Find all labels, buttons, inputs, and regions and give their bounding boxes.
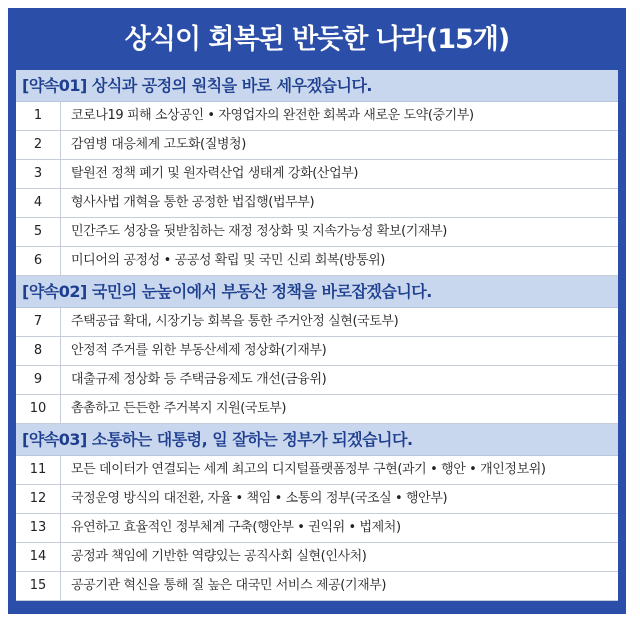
- row-text: 공공기관 혁신을 통해 질 높은 대국민 서비스 제공(기재부): [71, 578, 387, 593]
- section-heading: [약속03] 소통하는 대통령, 일 잘하는 정부가 되겠습니다.: [16, 424, 618, 456]
- section-heading: [약속02] 국민의 눈높이에서 부동산 정책을 바로잡겠습니다.: [16, 276, 618, 308]
- row-text: 주택공급 확대, 시장기능 회복을 통한 주거안정 실현(국토부): [71, 314, 399, 329]
- row-number: 10: [16, 395, 61, 423]
- row-number: 2: [16, 131, 61, 159]
- row-number: 8: [16, 337, 61, 365]
- section-heading: [약속01] 상식과 공정의 원칙을 바로 세우겠습니다.: [16, 70, 618, 102]
- row-number: 6: [16, 247, 61, 275]
- table-row: [16, 189, 618, 218]
- table-row: [16, 366, 618, 395]
- row-number: 11: [16, 456, 61, 484]
- row-number: 15: [16, 572, 61, 600]
- table-row: [16, 102, 618, 131]
- policy-table: [16, 70, 618, 601]
- row-text: 촘촘하고 든든한 주거복지 지원(국토부): [71, 401, 287, 416]
- table-row: [16, 514, 618, 543]
- table-row: [16, 543, 618, 572]
- row-text: 국정운영 방식의 대전환, 자율 • 책임 • 소통의 정부(국조실 • 행안부): [71, 491, 448, 506]
- table-row: [16, 485, 618, 514]
- row-number: 9: [16, 366, 61, 394]
- row-text: 탈원전 정책 폐기 및 원자력산업 생태계 강화(산업부): [71, 166, 359, 181]
- table-row: [16, 572, 618, 601]
- row-text: 유연하고 효율적인 정부체계 구축(행안부 • 권익위 • 법제처): [71, 520, 401, 535]
- table-row: [16, 218, 618, 247]
- row-text: 대출규제 정상화 등 주택금융제도 개선(금융위): [71, 372, 327, 387]
- row-number: 7: [16, 308, 61, 336]
- row-text: 코로나19 피해 소상공인 • 자영업자의 완전한 회복과 새로운 도약(중기부): [71, 108, 474, 123]
- row-number: 4: [16, 189, 61, 217]
- row-number: 12: [16, 485, 61, 513]
- row-text: 민간주도 성장을 뒷받침하는 재정 정상화 및 지속가능성 확보(기재부): [71, 224, 447, 239]
- table-row: [16, 247, 618, 276]
- table-row: [16, 337, 618, 366]
- row-number: 1: [16, 102, 61, 130]
- row-text: 공정과 책임에 기반한 역량있는 공직사회 실현(인사처): [71, 549, 367, 564]
- row-number: 13: [16, 514, 61, 542]
- table-row: [16, 456, 618, 485]
- policy-card: [8, 8, 626, 614]
- row-text: 미디어의 공정성 • 공공성 확립 및 국민 신뢰 회복(방통위): [71, 253, 385, 268]
- page-title: 상식이 회복된 반듯한 나라(15개): [124, 24, 510, 55]
- row-number: 3: [16, 160, 61, 188]
- row-number: 14: [16, 543, 61, 571]
- table-row: [16, 308, 618, 337]
- row-text: 안정적 주거를 위한 부동산세제 정상화(기재부): [71, 343, 327, 358]
- row-text: 형사사법 개혁을 통한 공정한 법집행(법무부): [71, 195, 315, 210]
- row-text: 모든 데이터가 연결되는 세계 최고의 디지털플랫폼정부 구현(과기 • 행안 • 개인정보위): [71, 462, 546, 477]
- table-row: [16, 131, 618, 160]
- table-row: [16, 160, 618, 189]
- table-row: [16, 395, 618, 424]
- row-number: 5: [16, 218, 61, 246]
- row-text: 감염병 대응체계 고도화(질병청): [71, 137, 246, 152]
